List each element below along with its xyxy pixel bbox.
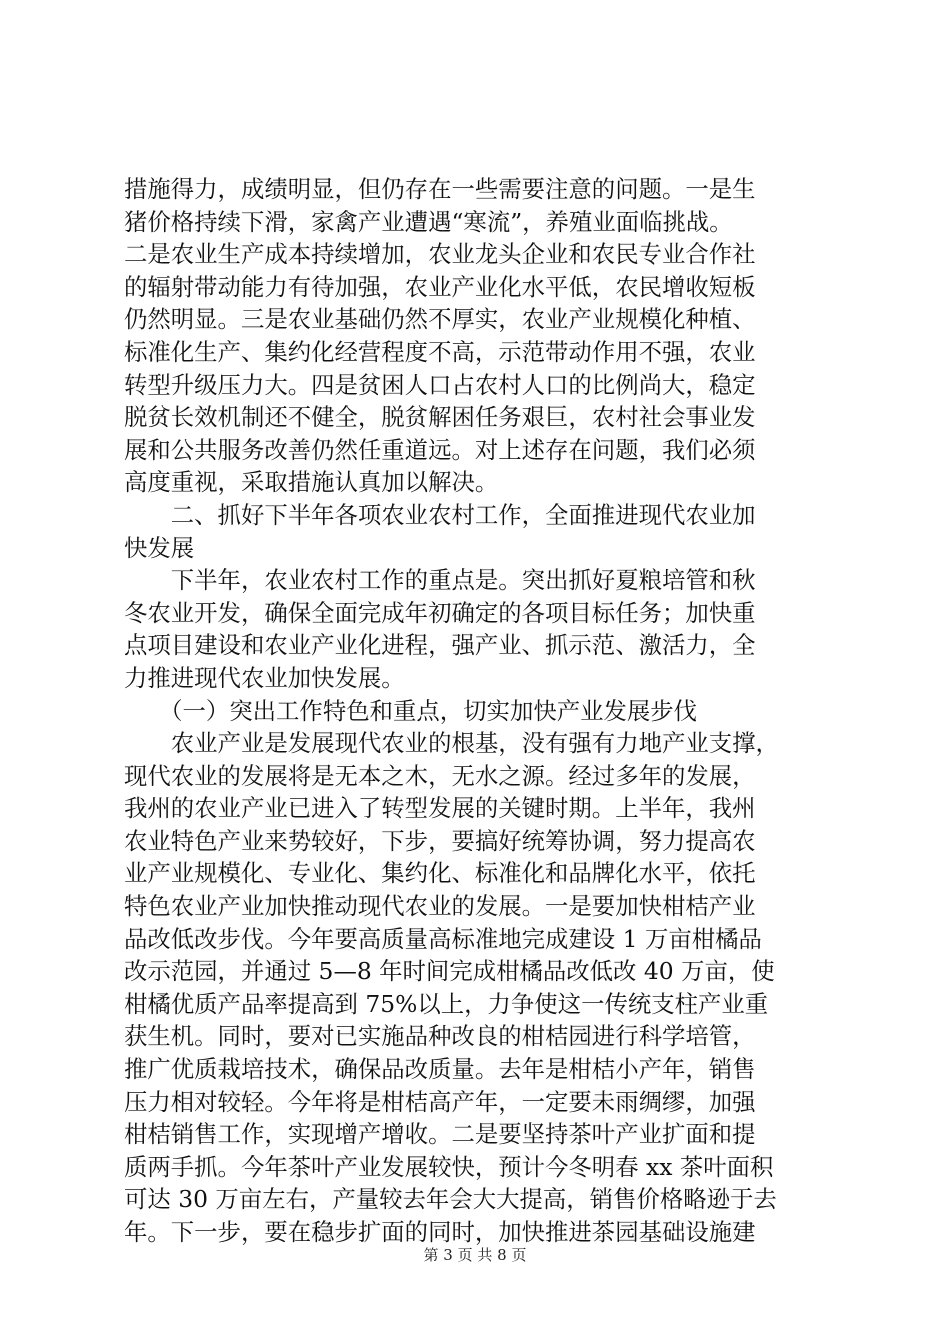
text-line: 业产业规模化、专业化、集约化、标准化和品牌化水平，依托 [124, 859, 756, 888]
text-line: 可达 30 万亩左右，产量较去年会大大提高，销售价格略逊于去 [124, 1185, 777, 1214]
text-line: 下半年，农业农村工作的重点是。突出抓好夏粮培管和秋 [124, 566, 756, 595]
text-line: 品改低改步伐。今年要高质量高标准地完成建设 1 万亩柑橘品 [124, 924, 762, 953]
text-line: 高度重视，采取措施认真加以解决。 [124, 468, 499, 497]
text-line: 推广优质栽培技术，确保品改质量。去年是柑桔小产年，销售 [124, 1055, 756, 1084]
text-line: 农业产业是发展现代农业的根基，没有强有力地产业支撑， [124, 729, 779, 758]
text-line: 改示范园，并通过 5—8 年时间完成柑橘品改低改 40 万亩，使 [124, 957, 775, 986]
page-footer: 第 3 页 共 8 页 [423, 1246, 527, 1264]
subsection-heading-line: （一）突出工作特色和重点，切实加快产业发展步伐 [124, 696, 698, 725]
text-line: 现代农业的发展将是无本之木，无水之源。经过多年的发展， [124, 761, 756, 790]
text-line: 柑橘优质产品率提高到 75%以上，力争使这一传统支柱产业重 [124, 989, 769, 1018]
text-line: 标准化生产、集约化经营程度不高，示范带动作用不强，农业 [124, 337, 756, 366]
section-heading-line: 快发展 [124, 533, 195, 562]
text-line: 获生机。同时，要对已实施品种改良的柑桔园进行科学培管， [124, 1022, 756, 1051]
text-line: 二是农业生产成本持续增加，农业龙头企业和农民专业合作社 [124, 240, 756, 269]
text-line: 的辐射带动能力有待加强，农业产业化水平低，农民增收短板 [124, 272, 756, 301]
text-line: 展和公共服务改善仍然任重道远。对上述存在问题，我们必须 [124, 435, 756, 464]
section-heading-line: 二、抓好下半年各项农业农村工作，全面推进现代农业加 [124, 500, 756, 529]
text-line: 转型升级压力大。四是贫困人口占农村人口的比例尚大，稳定 [124, 370, 756, 399]
text-line: 年。下一步，要在稳步扩面的同时，加快推进茶园基础设施建 [124, 1218, 756, 1246]
text-line: 猪价格持续下滑，家禽产业遭遇“寒流”，养殖业面临挑战。 [124, 207, 733, 236]
text-line: 柑桔销售工作，实现增产增收。二是要坚持茶叶产业扩面和提 [124, 1120, 756, 1149]
text-line: 质两手抓。今年茶叶产业发展较快，预计今冬明春 xx 茶叶面积 [124, 1152, 774, 1181]
text-line: 压力相对较轻。今年将是柑桔高产年，一定要未雨绸缪，加强 [124, 1087, 756, 1116]
text-line: 冬农业开发，确保全面完成年初确定的各项目标任务；加快重 [124, 598, 756, 627]
text-line: 我州的农业产业已进入了转型发展的关键时期。上半年，我州 [124, 794, 756, 823]
text-line: 力推进现代农业加快发展。 [124, 663, 405, 692]
text-line: 点项目建设和农业产业化进程，强产业、抓示范、激活力，全 [124, 631, 756, 660]
text-line: 仍然明显。三是农业基础仍然不厚实，农业产业规模化种植、 [124, 305, 756, 334]
text-line: 措施得力，成绩明显，但仍存在一些需要注意的问题。一是生 [124, 175, 756, 203]
text-line: 特色农业产业加快推动现代农业的发展。一是要加快柑桔产业 [124, 892, 756, 921]
body-text [124, 173, 832, 1249]
text-line: 农业特色产业来势较好，下步，要搞好统筹协调，努力提高农 [124, 826, 756, 855]
text-line: 脱贫长效机制还不健全，脱贫解困任务艰巨，农村社会事业发 [124, 403, 756, 432]
